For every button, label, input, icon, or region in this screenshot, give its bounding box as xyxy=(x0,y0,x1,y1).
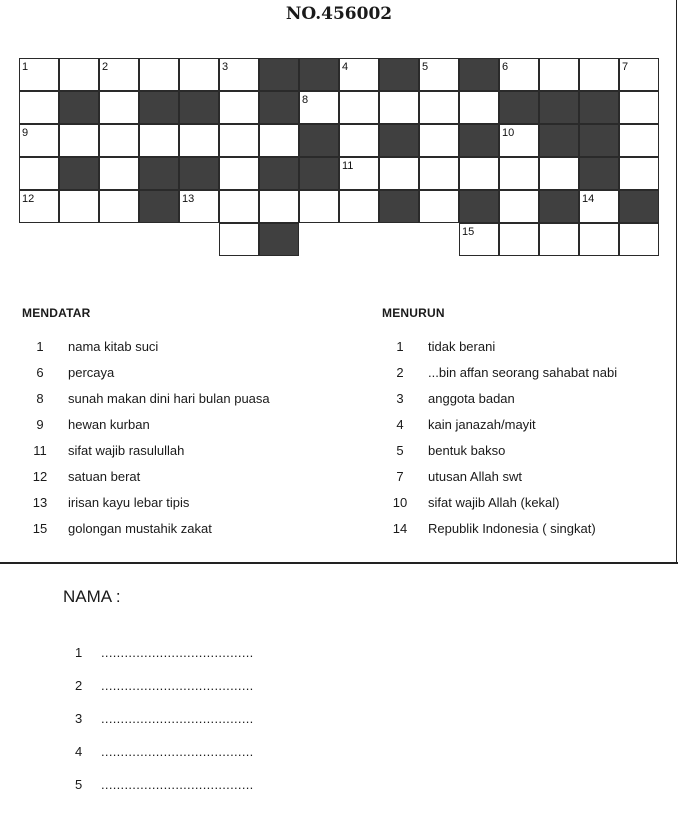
grid-cell-black xyxy=(139,190,179,223)
clue-number: 5 xyxy=(396,443,404,458)
grid-cell-number: 4 xyxy=(342,61,349,73)
clue-number: 15 xyxy=(32,521,48,536)
grid-cell-black xyxy=(499,91,539,124)
grid-cell-number: 9 xyxy=(22,127,29,139)
name-line-dots: ....................................... xyxy=(101,744,254,759)
grid-cell-number: 13 xyxy=(182,193,195,205)
grid-cell[interactable] xyxy=(219,58,259,91)
name-line-dots: ....................................... xyxy=(101,777,254,792)
name-line-number: 5 xyxy=(75,777,83,792)
grid-cell[interactable] xyxy=(579,58,619,91)
grid-cell[interactable] xyxy=(339,157,379,190)
clue-number: 8 xyxy=(36,391,44,406)
grid-cell[interactable] xyxy=(499,58,539,91)
grid-cell-black xyxy=(299,58,339,91)
grid-cell-black xyxy=(539,91,579,124)
grid-cell-black xyxy=(59,91,99,124)
grid-cell[interactable] xyxy=(339,58,379,91)
clue-text: utusan Allah swt xyxy=(428,469,522,484)
grid-cell[interactable] xyxy=(19,58,59,91)
grid-cell-black xyxy=(619,190,659,223)
grid-cell-black xyxy=(579,124,619,157)
grid-cell[interactable] xyxy=(619,157,659,190)
grid-cell-black xyxy=(459,190,499,223)
grid-cell-black xyxy=(139,91,179,124)
grid-cell[interactable] xyxy=(99,157,139,190)
clue-number: 1 xyxy=(396,339,404,354)
grid-cell-black xyxy=(379,190,419,223)
grid-cell[interactable] xyxy=(19,124,59,157)
grid-cell[interactable] xyxy=(299,190,339,223)
clue-text: sifat wajib Allah (kekal) xyxy=(428,495,560,510)
clue-text: nama kitab suci xyxy=(68,339,159,354)
name-line-number: 1 xyxy=(75,645,83,660)
grid-cell[interactable] xyxy=(619,124,659,157)
grid-cell-number: 2 xyxy=(102,61,109,73)
grid-cell[interactable] xyxy=(139,58,179,91)
grid-cell-number: 15 xyxy=(462,226,475,238)
grid-cell-black xyxy=(259,157,299,190)
grid-cell-black xyxy=(539,190,579,223)
grid-cell[interactable] xyxy=(219,91,259,124)
grid-cell-number: 6 xyxy=(502,61,509,73)
grid-cell-black xyxy=(259,223,299,256)
grid-cell-number: 8 xyxy=(302,94,309,106)
clue-number: 9 xyxy=(36,417,44,432)
grid-cell-black xyxy=(579,91,619,124)
grid-cell[interactable] xyxy=(219,223,259,256)
grid-cell[interactable] xyxy=(619,58,659,91)
grid-cell-black xyxy=(379,124,419,157)
grid-cell[interactable] xyxy=(179,124,219,157)
clue-text: Republik Indonesia ( singkat) xyxy=(428,521,596,536)
grid-cell-number: 7 xyxy=(622,61,629,73)
clue-number: 2 xyxy=(396,365,404,380)
grid-cell-black xyxy=(539,124,579,157)
grid-cell[interactable] xyxy=(139,124,179,157)
grid-cell-black xyxy=(59,157,99,190)
name-line-number: 2 xyxy=(75,678,83,693)
clue-number: 12 xyxy=(32,469,48,484)
grid-cell[interactable] xyxy=(19,91,59,124)
grid-cell[interactable] xyxy=(499,190,539,223)
clue-number: 4 xyxy=(396,417,404,432)
clue-text: tidak berani xyxy=(428,339,496,354)
grid-cell-black xyxy=(579,157,619,190)
clue-number: 14 xyxy=(392,521,408,536)
grid-cell[interactable] xyxy=(219,124,259,157)
grid-cell[interactable] xyxy=(99,58,139,91)
clue-text: hewan kurban xyxy=(68,417,150,432)
clue-text: anggota badan xyxy=(428,391,515,406)
clue-text: sifat wajib rasulullah xyxy=(68,443,185,458)
name-line-dots: ....................................... xyxy=(101,645,254,660)
grid-cell[interactable] xyxy=(379,91,419,124)
name-line-number: 3 xyxy=(75,711,83,726)
grid-cell[interactable] xyxy=(99,190,139,223)
crossword-grid xyxy=(0,0,678,260)
clue-number: 11 xyxy=(33,443,47,458)
mendatar-heading: MENDATAR xyxy=(22,306,91,320)
clue-number: 10 xyxy=(392,495,408,510)
clue-number: 1 xyxy=(36,339,44,354)
clue-text: kain janazah/mayit xyxy=(428,417,536,432)
grid-cell[interactable] xyxy=(419,58,459,91)
clue-number: 6 xyxy=(36,365,44,380)
clue-number: 13 xyxy=(32,495,48,510)
grid-cell[interactable] xyxy=(179,58,219,91)
border-bottom xyxy=(0,562,678,564)
grid-cell[interactable] xyxy=(339,190,379,223)
clue-text: bentuk bakso xyxy=(428,443,506,458)
clue-text: percaya xyxy=(68,365,115,380)
grid-cell-black xyxy=(459,58,499,91)
grid-cell[interactable] xyxy=(419,190,459,223)
grid-cell[interactable] xyxy=(19,157,59,190)
clue-text: ...bin affan seorang sahabat nabi xyxy=(428,365,618,380)
name-line-dots: ....................................... xyxy=(101,711,254,726)
grid-cell[interactable] xyxy=(499,223,539,256)
grid-cell[interactable] xyxy=(19,190,59,223)
grid-cell[interactable] xyxy=(579,190,619,223)
grid-cell-black xyxy=(259,58,299,91)
clue-text: sunah makan dini hari bulan puasa xyxy=(68,391,270,406)
grid-cell-black xyxy=(459,124,499,157)
grid-cell[interactable] xyxy=(299,91,339,124)
grid-cell[interactable] xyxy=(619,223,659,256)
grid-cell-number: 12 xyxy=(22,193,35,205)
grid-cell[interactable] xyxy=(179,190,219,223)
grid-cell[interactable] xyxy=(259,124,299,157)
grid-cell[interactable] xyxy=(99,124,139,157)
clue-number: 7 xyxy=(396,469,404,484)
clue-number: 3 xyxy=(396,391,404,406)
grid-cell-black xyxy=(299,124,339,157)
grid-cell[interactable] xyxy=(619,91,659,124)
nama-label: NAMA : xyxy=(63,587,121,606)
clue-text: satuan berat xyxy=(68,469,141,484)
grid-cell-number: 5 xyxy=(422,61,429,73)
grid-cell[interactable] xyxy=(339,91,379,124)
grid-cell-number: 10 xyxy=(502,127,515,139)
grid-cell[interactable] xyxy=(539,223,579,256)
grid-cell[interactable] xyxy=(499,124,539,157)
grid-cell[interactable] xyxy=(419,91,459,124)
grid-cell-black xyxy=(379,58,419,91)
grid-cell[interactable] xyxy=(259,190,299,223)
grid-cell[interactable] xyxy=(539,58,579,91)
grid-cell[interactable] xyxy=(99,91,139,124)
grid-cell[interactable] xyxy=(499,157,539,190)
grid-cell-number: 3 xyxy=(222,61,229,73)
grid-cell-black xyxy=(179,91,219,124)
grid-cell[interactable] xyxy=(459,91,499,124)
clue-text: golongan mustahik zakat xyxy=(68,521,212,536)
clue-text: irisan kayu lebar tipis xyxy=(68,495,190,510)
grid-cell-black xyxy=(179,157,219,190)
name-line-number: 4 xyxy=(75,744,83,759)
grid-cell[interactable] xyxy=(59,124,99,157)
grid-cell[interactable] xyxy=(339,124,379,157)
grid-cell[interactable] xyxy=(459,223,499,256)
grid-cell-number: 14 xyxy=(582,193,595,205)
grid-cell[interactable] xyxy=(419,157,459,190)
grid-cell-black xyxy=(299,157,339,190)
grid-cell-number: 11 xyxy=(342,160,354,172)
page-title: NO.456002 xyxy=(285,4,393,24)
grid-cell[interactable] xyxy=(59,58,99,91)
grid-cell[interactable] xyxy=(379,157,419,190)
grid-cell[interactable] xyxy=(579,223,619,256)
grid-cell[interactable] xyxy=(539,157,579,190)
menurun-heading: MENURUN xyxy=(382,306,445,320)
grid-cell-black xyxy=(259,91,299,124)
grid-cell[interactable] xyxy=(219,157,259,190)
grid-cell-black xyxy=(139,157,179,190)
name-line-dots: ....................................... xyxy=(101,678,254,693)
grid-cell[interactable] xyxy=(419,124,459,157)
grid-cell-number: 1 xyxy=(22,61,29,73)
grid-cell[interactable] xyxy=(219,190,259,223)
grid-cell[interactable] xyxy=(459,157,499,190)
grid-cell[interactable] xyxy=(59,190,99,223)
